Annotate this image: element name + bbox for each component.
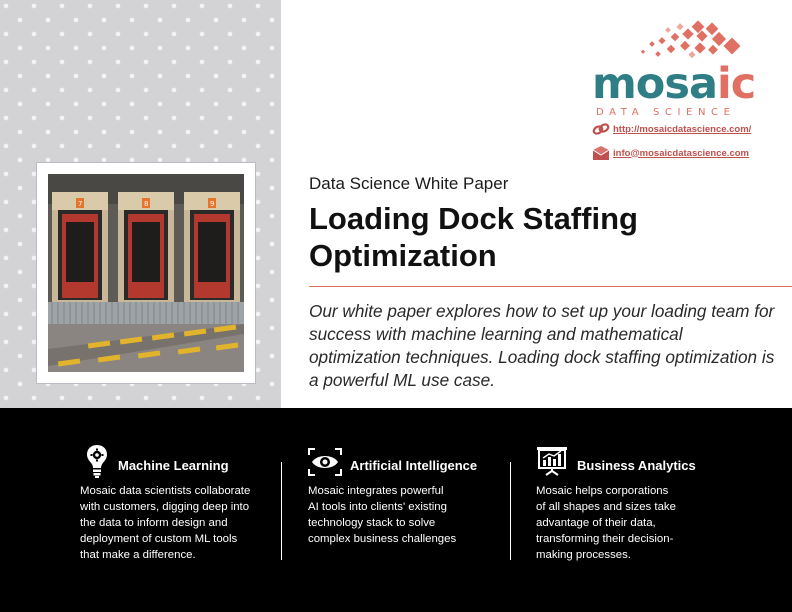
feature-description	[80, 483, 280, 563]
logo-word-part1: mosa	[592, 59, 717, 109]
title-divider	[309, 286, 792, 287]
door-number: 7	[78, 200, 83, 208]
logo-wordmark	[592, 59, 756, 109]
feature-line: AI tools into clients' existing	[308, 501, 447, 513]
feature-line: Mosaic data scientists collaborate	[80, 485, 251, 497]
feature-title: Business Analytics	[577, 458, 696, 473]
feature-divider	[510, 462, 511, 560]
email-link[interactable]: info@mosaicdatascience.com	[613, 147, 749, 159]
feature-line: advantage of their data,	[536, 517, 656, 529]
logo-subtitle: DATA SCIENCE	[596, 107, 736, 118]
feature-description	[536, 483, 736, 563]
feature-line: making processes.	[536, 549, 631, 561]
document-type: Data Science White Paper	[309, 174, 509, 193]
feature-title: Artificial Intelligence	[350, 458, 478, 473]
feature-line: the data to inform design and	[80, 517, 228, 529]
title-line: Optimization	[309, 238, 497, 273]
website-link[interactable]: http://mosaicdatascience.com/	[613, 123, 752, 135]
intro-paragraph: Our white paper explores how to set up your loading team for success with machine learning and mathematical optimization techniques. Loading dock staffing optimization is a powerful ML use case.	[309, 301, 775, 390]
features-band	[0, 408, 792, 612]
website-link-row[interactable]	[592, 122, 751, 136]
feature-line: Mosaic helps corporations	[536, 485, 669, 497]
presentation-chart-icon	[536, 446, 568, 476]
feature-line: that make a difference.	[80, 549, 196, 561]
envelope-icon	[592, 146, 610, 160]
feature-line: Mosaic integrates powerful	[308, 485, 444, 497]
door-number: 9	[210, 200, 215, 208]
title-line: Loading Dock Staffing	[309, 201, 638, 236]
feature-line: deployment of custom ML tools	[80, 533, 238, 545]
feature-title: Machine Learning	[118, 458, 229, 473]
feature-line: with customers, digging deep into	[80, 501, 250, 513]
email-link-row[interactable]	[592, 146, 749, 160]
feature-line: of all shapes and sizes take	[536, 501, 676, 513]
feature-description	[308, 483, 498, 547]
feature-line: technology stack to solve	[308, 517, 436, 529]
page-title	[309, 200, 759, 274]
feature-line: complex business challenges	[308, 533, 457, 545]
feature-line: transforming their decision-	[536, 533, 674, 545]
logo-word-part2: ic	[716, 59, 756, 109]
eye-focus-icon	[308, 448, 342, 476]
door-number: 8	[144, 200, 149, 208]
mosaic-pixel-logo-icon	[638, 20, 750, 64]
patterned-panel	[0, 0, 281, 408]
photo-frame	[36, 162, 256, 384]
feature-divider	[281, 462, 282, 560]
loading-dock-photo	[48, 174, 244, 372]
chain-link-icon	[592, 122, 610, 136]
lightbulb-gear-icon	[86, 444, 108, 478]
